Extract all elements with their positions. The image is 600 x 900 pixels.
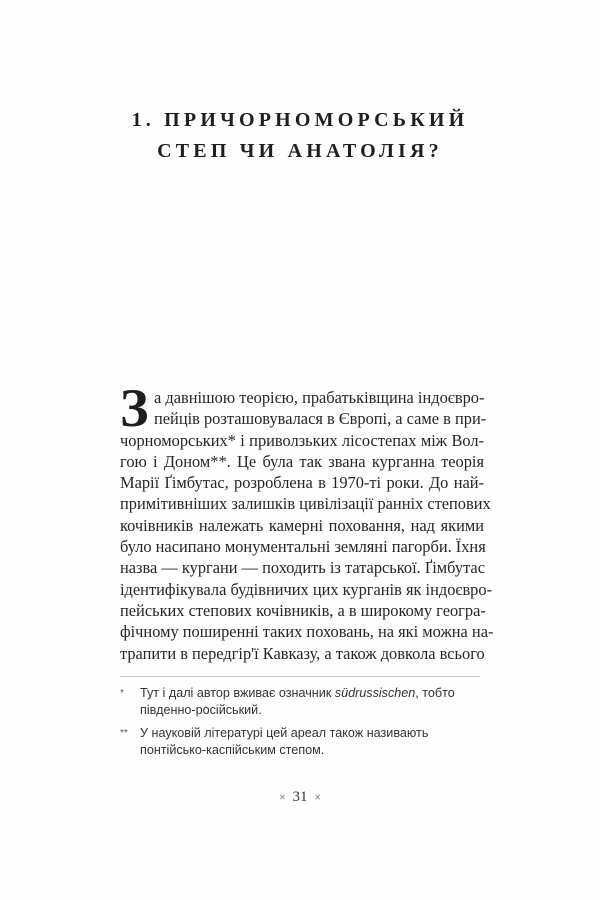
text-line: фічному поширенні таких поховань, на які можна на- (120, 622, 494, 642)
footnote-text: У науковій літературі цей ареал також називають понтійсько-каспійським степом. (140, 726, 429, 757)
footnote-mark: ** (120, 728, 128, 739)
footnote-text: Тут і далі автор вживає означник (140, 686, 335, 700)
ornament-icon: × (278, 790, 286, 804)
footnote-divider (120, 676, 480, 677)
ornament-icon: × (314, 790, 322, 804)
chapter-title (0, 105, 600, 167)
page-number-value: 31 (292, 789, 308, 805)
text-line: а давнішою теорією, прабатьківщина індоєвро- (154, 388, 485, 407)
footnote-1 (120, 685, 484, 719)
drop-cap: З (120, 378, 149, 438)
text-line: пейців розташовувалася в Європі, а саме в при- (154, 409, 487, 429)
text-line: назва — кургани — походить із татарської. Ґімбутас (120, 558, 485, 578)
text-line: примітивніших залишків цивілізації ранніх степових (120, 494, 491, 514)
footnote-mark: * (120, 688, 124, 699)
footnotes (120, 685, 484, 765)
chapter-title-line-2: СТЕП ЧИ АНАТОЛІЯ? (157, 140, 443, 163)
text-line: кочівників належать камерні поховання, над якими (120, 515, 484, 535)
footnote-italic-term: südrussischen (334, 686, 416, 700)
chapter-title-line-1: 1. ПРИЧОРНОМОРСЬКИЙ (131, 109, 469, 132)
text-line: гою і Доном**. Це була так звана курганна теорія (120, 451, 484, 471)
text-line: пейських степових кочівників, а в широкому геогра- (120, 600, 486, 620)
text-line: Марії Ґімбутас, розроблена в 1970-ті роки. До най- (120, 473, 484, 493)
body-paragraph (120, 378, 494, 664)
text-line: ідентифікувала будівничих цих курганів як індоєвро- (120, 579, 493, 599)
footnote-2 (120, 725, 484, 759)
page-number (0, 789, 600, 806)
footnote-text: , тобто південно-російський. (140, 686, 455, 717)
text-line: трапити в передгір'ї Кавказу, а також довкола всього (120, 643, 485, 663)
text-line: було насипано монументальні земляні пагорби. Їхня (120, 537, 486, 557)
text-line: чорноморських* і приволзьких лісостепах між Вол- (120, 430, 484, 450)
